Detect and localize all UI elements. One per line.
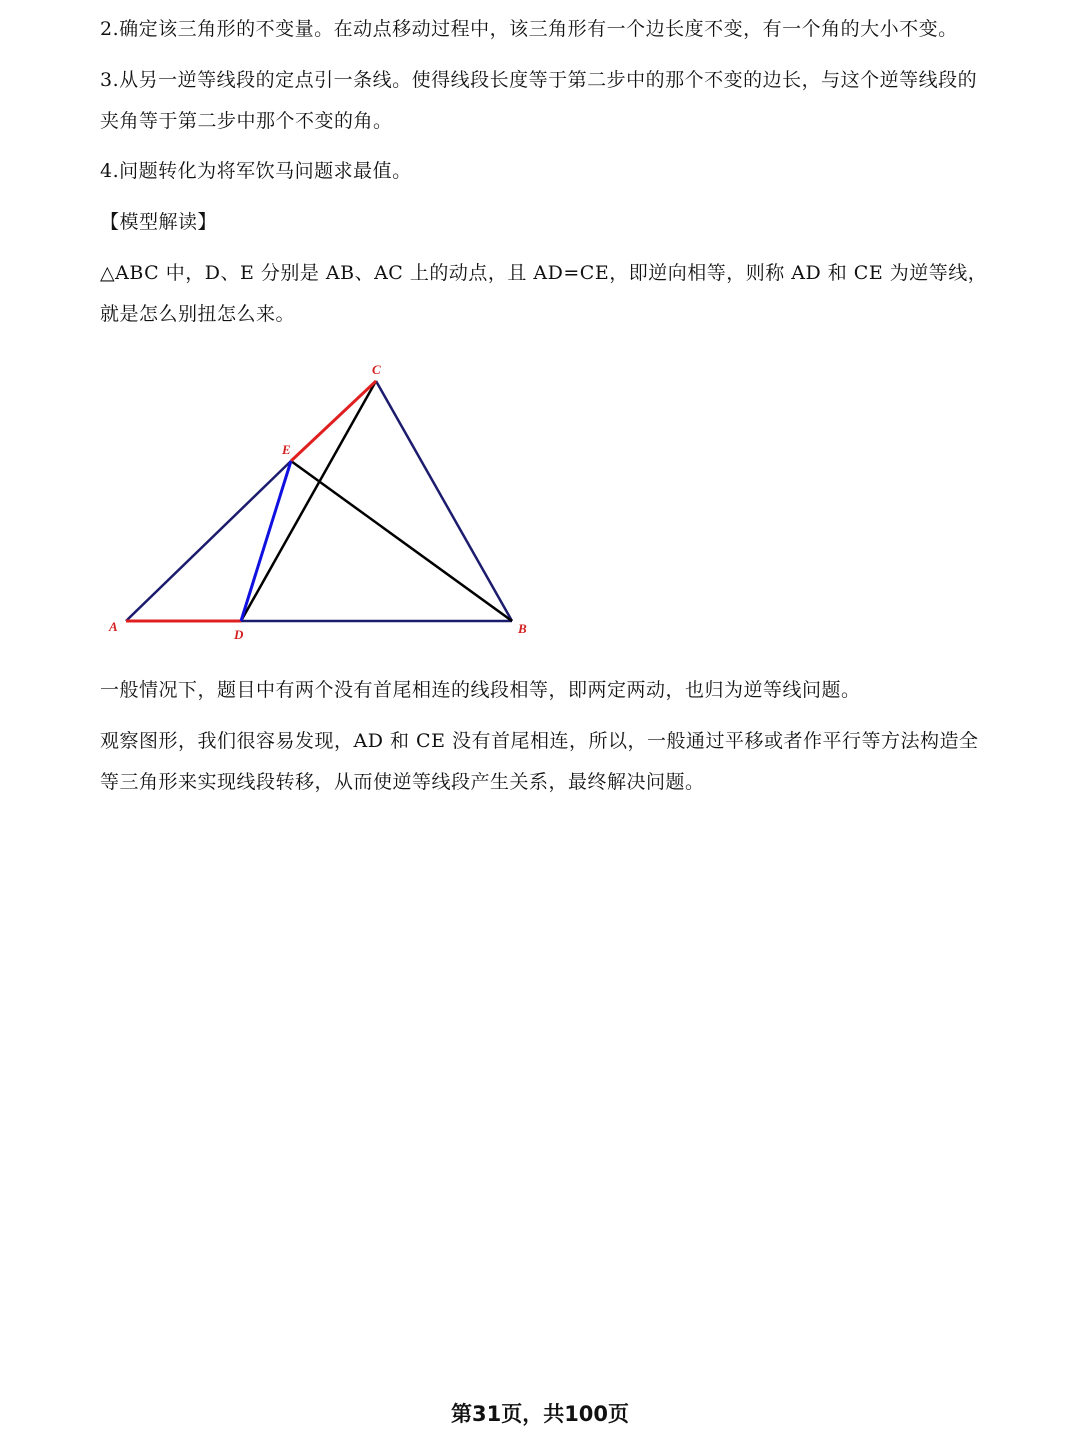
segment-DC — [241, 381, 376, 621]
label-B: B — [518, 621, 527, 636]
step-4-text: 4.问题转化为将军饮马问题求最值。 — [100, 160, 412, 182]
segment-CE — [291, 381, 376, 461]
label-A: A — [109, 619, 118, 634]
step-3-text: 3.从另一逆等线段的定点引一条线。使得线段长度等于第二步中的那个不变的边长，与这个逆等线段的夹角等于第二步中那个不变的角。 — [100, 69, 978, 132]
label-D: D — [234, 627, 244, 642]
general-case-text: 一般情况下，题目中有两个没有首尾相连的线段相等，即两定两动，也归为逆等线问题。 — [100, 679, 861, 701]
segment-EB — [291, 461, 512, 621]
section-heading-model-interpretation: 【模型解读】 — [100, 211, 218, 233]
model-definition-text: △ABC 中，D、E 分别是 AB、AC 上的动点，且 AD=CE，即逆向相等，则称 AD 和 CE 为逆等线，就是怎么别扭怎么来。 — [100, 262, 988, 325]
observation-text: 观察图形，我们很容易发现，AD 和 CE 没有首尾相连，所以，一般通过平移或者作平行等方法构造全等三角形来实现线段转移，从而使逆等线段产生关系，最终解决问题。 — [100, 730, 979, 793]
label-E: E — [282, 442, 291, 457]
label-C: C — [372, 362, 381, 377]
triangle-diagram — [100, 355, 540, 645]
page-footer: 第31页，共100页 — [450, 1402, 630, 1426]
step-2-text: 2.确定该三角形的不变量。在动点移动过程中，该三角形有一个边长度不变，有一个角的大小不变。 — [100, 18, 958, 40]
side-BC — [376, 381, 512, 621]
